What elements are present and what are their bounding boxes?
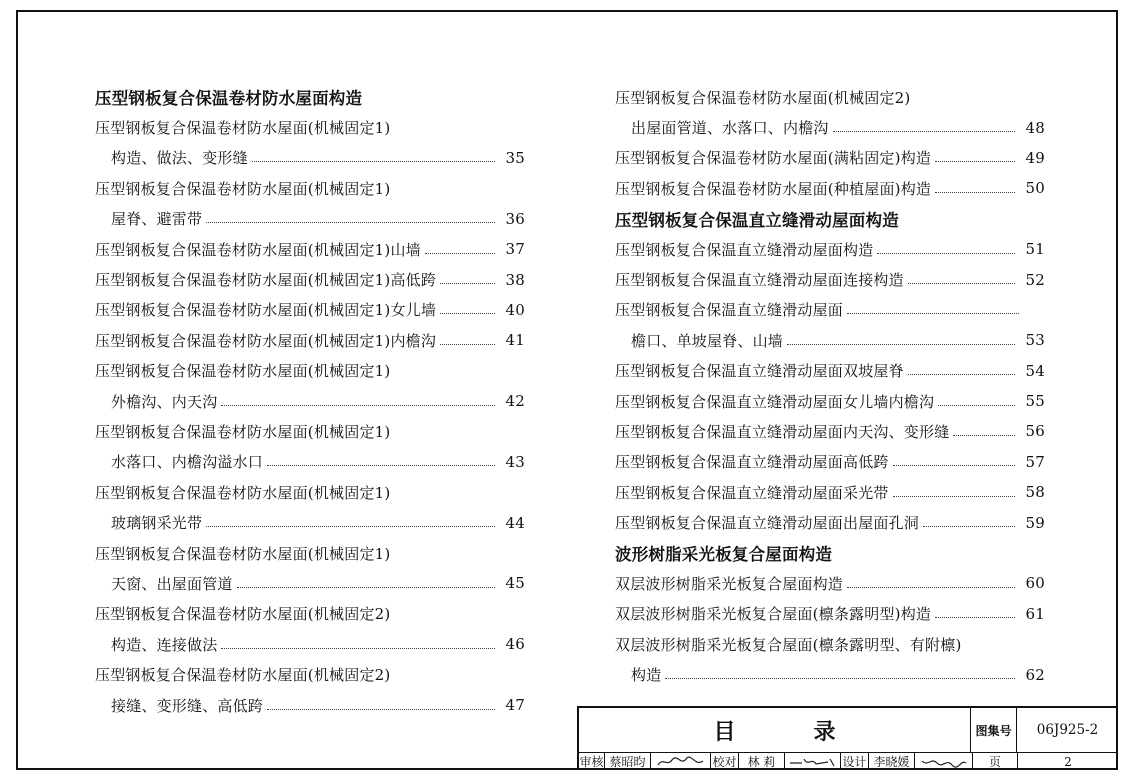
toc-entry [95,447,525,477]
toc-entry [95,204,525,234]
toc-entry [615,234,1045,264]
toc-page-number: 48 [1025,118,1045,137]
toc-entry-title: 出屋面管道、水落口、内檐沟 [631,119,829,138]
toc-page-number: 54 [1025,361,1045,380]
toc-entry-title: 压型钢板复合保温卷材防水屋面(机械固定1)山墙 [95,240,421,259]
toc-page-number: 35 [505,148,525,167]
toc-entry [615,82,1045,112]
toc-entry-title: 压型钢板复合保温直立缝滑动屋面采光带 [615,483,889,502]
toc-page-number: 60 [1025,574,1045,593]
toc-entry-title: 压型钢板复合保温直立缝滑动屋面高低跨 [615,453,889,472]
toc-entry [615,447,1045,477]
toc-entry-title: 压型钢板复合保温直立缝滑动屋面双坡屋脊 [615,362,904,381]
dot-leader [665,678,1015,679]
dot-leader [935,617,1015,618]
toc-entry [95,234,525,264]
dot-leader [787,344,1015,345]
toc-entry-title: 压型钢板复合保温卷材防水屋面(机械固定1)内檐沟 [95,331,437,350]
toc-entry [95,507,525,537]
toc-entry-title: 压型钢板复合保温卷材防水屋面(机械固定2) [95,605,391,624]
toc-entry [615,629,1045,659]
toc-entry [95,568,525,598]
toc-entry [615,356,1045,386]
toc-page-number: 49 [1025,148,1045,167]
toc-entry-title: 构造、连接做法 [111,635,218,654]
toc-entry-title: 压型钢板复合保温直立缝滑动屋面构造 [615,240,874,259]
toc-page-number: 57 [1025,452,1045,471]
dot-leader [877,253,1015,254]
dot-leader [923,526,1015,527]
toc-right-column [615,82,1045,690]
toc-page-number: 40 [505,300,525,319]
toc-entry-title: 压型钢板复合保温卷材防水屋面(机械固定2) [95,666,391,685]
toc-entry-title: 构造、做法、变形缝 [111,149,248,168]
toc-page-number: 55 [1025,392,1045,411]
toc-page-number: 44 [505,513,525,532]
toc-page-number: 50 [1025,179,1045,198]
toc-entry [95,143,525,173]
checker-signature [785,753,841,770]
dot-leader [221,405,495,406]
toc-entry [95,112,525,142]
toc-page-number: 62 [1025,665,1045,684]
toc-entry [95,659,525,689]
title-block [577,706,1118,770]
dot-leader [267,465,495,466]
toc-entry-title: 接缝、变形缝、高低跨 [111,696,264,715]
dot-leader [953,435,1015,436]
toc-page-number: 51 [1025,240,1045,259]
toc-entry-title: 构造 [631,666,662,685]
toc-entry-title: 压型钢板复合保温直立缝滑动屋面构造 [615,210,899,230]
toc-entry-title: 压型钢板复合保温卷材防水屋面(机械固定1)女儿墙 [95,301,437,320]
toc-entry-title: 双层波形树脂采光板复合屋面构造 [615,574,844,593]
review-label: 审核 [579,755,604,769]
dot-leader [252,161,495,162]
dot-leader [847,313,1019,314]
toc-entry-title: 压型钢板复合保温直立缝滑动屋面连接构造 [615,271,904,290]
toc-entry [615,507,1045,537]
dot-leader [425,253,495,254]
toc-entry [615,416,1045,446]
toc-section-heading [615,204,1045,234]
toc-entry-title: 压型钢板复合保温直立缝滑动屋面出屋面孔洞 [615,514,920,533]
toc-page-number: 61 [1025,604,1045,623]
toc-entry-title: 双层波形树脂采光板复合屋面(檩条露明型、有附檩) [615,635,962,654]
toc-entry [95,538,525,568]
toc-entry-title: 双层波形树脂采光板复合屋面(檩条露明型)构造 [615,605,932,624]
toc-entry-title: 压型钢板复合保温直立缝滑动屋面 [615,301,844,320]
toc-entry-title: 压型钢板复合保温卷材防水屋面(机械固定1) [95,179,391,198]
toc-entry-title: 外檐沟、内天沟 [111,392,218,411]
toc-entry [95,416,525,446]
toc-page-number: 59 [1025,513,1045,532]
title-block-top-row [579,708,1118,753]
toc-entry [95,690,525,720]
toc-entry [615,659,1045,689]
toc-entry [615,568,1045,598]
toc-entry [95,264,525,294]
toc-entry-title: 天窗、出屋面管道 [111,574,233,593]
toc-entry-title: 压型钢板复合保温卷材防水屋面(机械固定1) [95,483,391,502]
toc-entry [95,325,525,355]
toc-page-number: 46 [505,635,525,654]
dot-leader [206,526,495,527]
toc-entry [615,325,1045,355]
toc-entry [95,356,525,386]
toc-page-number: 37 [505,240,525,259]
checker-name: 林 莉 [739,753,785,770]
reviewer-name: 蔡昭昀 [605,753,651,770]
toc-entry-title: 压型钢板复合保温直立缝滑动屋面女儿墙内檐沟 [615,392,935,411]
atlas-number: 06J925-2 [1036,722,1099,738]
toc-page-number: 43 [505,452,525,471]
dot-leader [440,344,495,345]
toc-entry-title: 玻璃钢采光带 [111,514,203,533]
toc-page-number: 52 [1025,270,1045,289]
atlas-number-label: 图集号 [971,708,1017,752]
toc-entry-title: 压型钢板复合保温直立缝滑动屋面内天沟、变形缝 [615,422,950,441]
dot-leader [440,283,495,284]
toc-entry [615,264,1045,294]
toc-page-number: 58 [1025,483,1045,502]
toc-entry-title: 压型钢板复合保温卷材防水屋面(机械固定1) [95,544,391,563]
dot-leader [440,313,495,314]
toc-entry-title: 压型钢板复合保温卷材防水屋面(机械固定1) [95,362,391,381]
toc-entry-title: 压型钢板复合保温卷材防水屋面(种植屋面)构造 [615,179,932,198]
toc-entry [615,599,1045,629]
toc-entry-title: 屋脊、避雷带 [111,210,203,229]
designer-signature [915,753,973,770]
page-number: 2 [1064,754,1072,769]
toc-page-number: 41 [505,331,525,350]
dot-leader [935,192,1015,193]
toc-page-number: 53 [1025,331,1045,350]
dot-leader [206,222,495,223]
check-label: 校对 [711,753,739,770]
toc-entry [95,295,525,325]
toc-entry [615,143,1045,173]
toc-entry [95,599,525,629]
toc-page-number: 45 [505,574,525,593]
toc-page-number: 38 [505,270,525,289]
toc-entry [95,629,525,659]
toc-entry-title: 压型钢板复合保温卷材防水屋面构造 [95,89,363,109]
toc-entry-title: 檐口、单坡屋脊、山墙 [631,331,784,350]
dot-leader [267,709,495,710]
dot-leader [938,405,1015,406]
toc-section-heading [95,82,525,112]
toc-entry-title: 波形树脂采光板复合屋面构造 [615,545,833,565]
toc-entry [615,173,1045,203]
toc-entry-title: 压型钢板复合保温卷材防水屋面(机械固定1) [95,119,391,138]
toc-entry-title: 压型钢板复合保温卷材防水屋面(机械固定1)高低跨 [95,271,437,290]
dot-leader [237,587,495,588]
toc-section-heading [615,538,1045,568]
dot-leader [935,161,1015,162]
dot-leader [847,587,1015,588]
toc-entry [615,477,1045,507]
toc-entry [615,295,1045,325]
toc-entry [615,386,1045,416]
design-label: 设计 [841,753,869,770]
toc-page-number: 36 [505,209,525,228]
toc-entry-title: 水落口、内檐沟溢水口 [111,453,264,472]
toc-page-number: 47 [505,696,525,714]
toc-entry [95,386,525,416]
dot-leader [833,131,1015,132]
dot-leader [908,374,1015,375]
toc-entry-title: 压型钢板复合保温卷材防水屋面(机械固定1) [95,422,391,441]
dot-leader [908,283,1015,284]
designer-name: 李晓媛 [869,753,915,770]
toc-entry-title: 压型钢板复合保温卷材防水屋面(满粘固定)构造 [615,149,932,168]
dot-leader [221,648,495,649]
toc-page-number: 42 [505,392,525,411]
toc-left-column [95,82,525,720]
toc-entry [95,477,525,507]
dot-leader [893,496,1015,497]
page-label: 页 [973,753,1018,770]
title-block-sign-row [579,753,1118,770]
toc-entry [95,173,525,203]
sheet-title: 目录 [579,708,971,752]
toc-entry [615,112,1045,142]
toc-page-number: 56 [1025,422,1045,441]
toc-entry-title: 压型钢板复合保温卷材防水屋面(机械固定2) [615,88,911,107]
reviewer-signature [651,753,711,770]
dot-leader [893,465,1015,466]
